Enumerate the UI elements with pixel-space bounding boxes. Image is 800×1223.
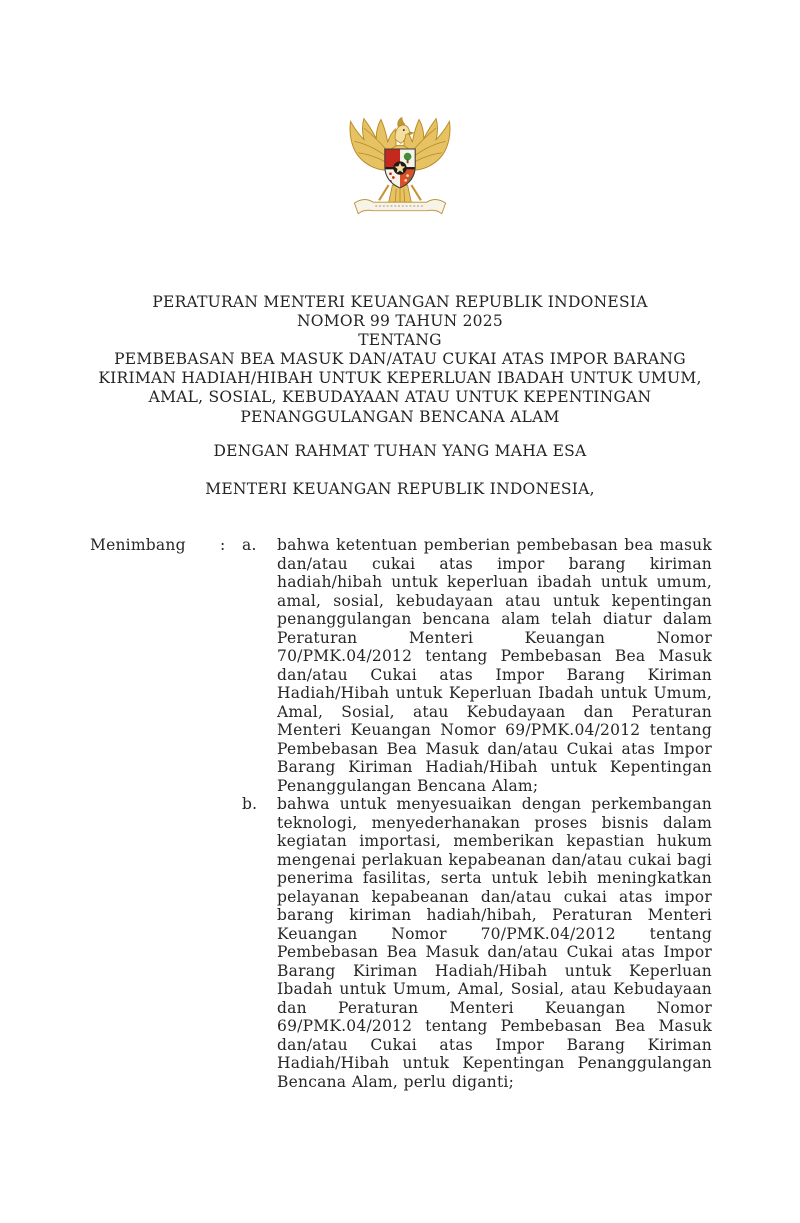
document-title [0,293,800,427]
title-line-subject-1: PEMBEBASAN BEA MASUK DAN/ATAU CUKAI ATAS IMPOR BARANG [114,350,686,369]
authority-line: MENTERI KEUANGAN REPUBLIK INDONESIA, [205,480,595,498]
pancasila-shield [385,149,415,189]
garuda-crest [398,118,405,127]
item-letter-a: a. [242,536,257,554]
item-letter-b: b. [242,795,258,813]
title-line-subject-4: PENANGGULANGAN BENCANA ALAM [240,407,560,426]
title-line-regulation: PERATURAN MENTERI KEUANGAN REPUBLIK INDONESIA [152,293,648,311]
garuda-pancasila-emblem [343,114,457,222]
item-text-a: bahwa ketentuan pemberian pembebasan bea masuk dan/atau cukai atas impor barang kiriman hadiah/hibah untuk keperluan ibadah untuk umum, amal, sosial, kebudayaan atau untuk kepentingan penanggulangan bencana alam telah diatur dalam Peraturan Menteri Keuangan Nomor 70/PMK.04/2012 tentang Pembebasan Bea Masuk dan/atau Cukai atas Impor Barang Kiriman Hadiah/Hibah untuk Keperluan Ibadah untuk Umum, Amal, Sosial, atau Kebudayaan dan Peraturan Menteri Keuangan Nomor 69/PMK.04/2012 tentang Pembebasan Bea Masuk dan/atau Cukai atas Impor Barang Kiriman Hadiah/Hibah untuk Kepentingan Penanggulangan Bencana Alam; [277,536,712,795]
invocation-line: DENGAN RAHMAT TUHAN YANG MAHA ESA [213,442,587,460]
item-text-b: bahwa untuk menyesuaikan dengan perkembangan teknologi, menyederhanakan proses bisnis dalam kegiatan importasi, memberikan kepastian hukum mengenai perlakuan kepabeanan dan/atau cukai bagi penerima fasilitas, serta untuk lebih meningkatkan pelayanan kepabeanan dan/atau cukai atas impor barang kiriman hadiah/hibah, Peraturan Menteri Keuangan Nomor 70/PMK.04/2012 tentang Pembebasan Bea Masuk dan/atau Cukai atas Impor Barang Kiriman Hadiah/Hibah untuk Keperluan Ibadah untuk Umum, Amal, Sosial, atau Kebudayaan dan Peraturan Menteri Keuangan Nomor 69/PMK.04/2012 tentang Pembebasan Bea Masuk dan/atau Cukai atas Impor Barang Kiriman Hadiah/Hibah untuk Kepentingan Penanggulangan Bencana Alam, perlu diganti; [277,795,712,1091]
title-line-subject-3: AMAL, SOSIAL, KEBUDAYAAN ATAU UNTUK KEPENTINGAN [148,388,652,407]
considering-item-a [90,536,712,795]
considering-section [90,536,712,1091]
title-line-number: NOMOR 99 TAHUN 2025 [296,312,504,331]
considering-label: Menimbang [90,536,186,554]
considering-item-b [90,795,712,1091]
title-line-tentang: TENTANG [358,331,442,350]
considering-separator: : [220,536,226,554]
title-line-subject-2: KIRIMAN HADIAH/HIBAH UNTUK KEPERLUAN IBADAH UNTUK UMUM, [98,369,702,388]
